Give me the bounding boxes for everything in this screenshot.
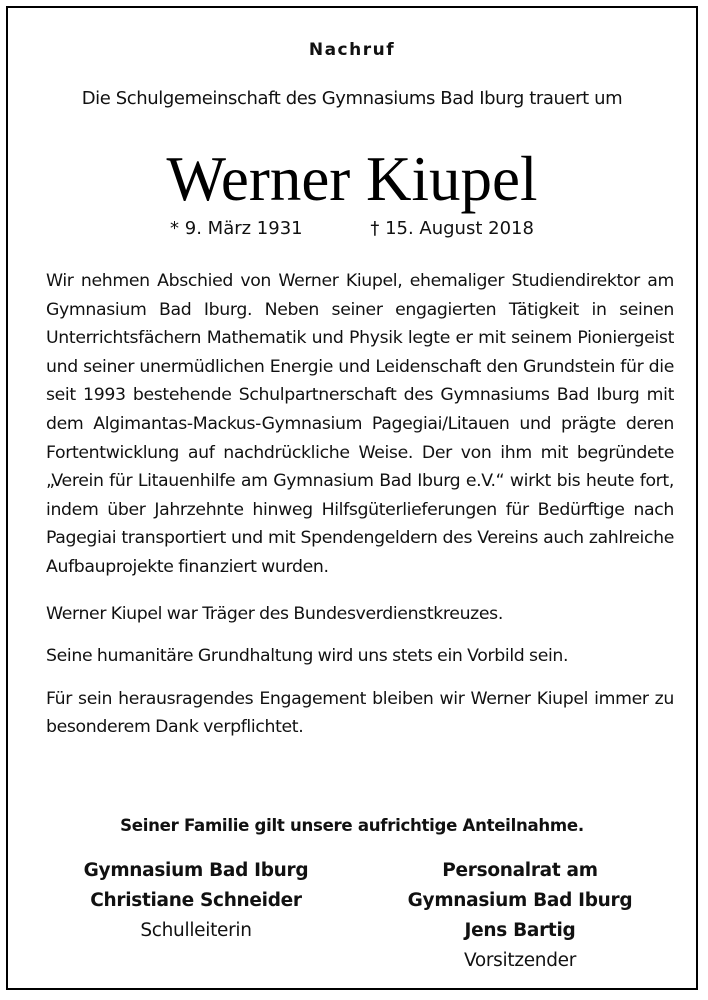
award-paragraph: Werner Kiupel war Träger des Bundesverdienstkreuzes. — [46, 603, 503, 624]
obituary-text — [46, 267, 674, 756]
notice-heading: Nachruf — [308, 40, 396, 60]
gratitude-paragraph: Für sein herausragendes Engagement bleiben wir Werner Kiupel immer zu besonderem Dank verpflichtet. — [46, 688, 674, 738]
life-dates — [8, 218, 696, 239]
signature-role: Schulleiterin — [140, 920, 252, 941]
obituary-notice — [6, 6, 698, 990]
signature-org-line2: Gymnasium Bad Iburg — [407, 890, 633, 911]
deceased-name: Werner Kiupel — [166, 144, 538, 214]
signature-person: Christiane Schneider — [90, 890, 302, 911]
intro-line: Die Schulgemeinschaft des Gymnasiums Bad Iburg trauert um — [81, 88, 623, 109]
death-date: † 15. August 2018 — [370, 218, 534, 239]
condolence-line: Seiner Familie gilt unsere aufrichtige Anteilnahme. — [120, 816, 584, 835]
signature-org-line1: Personalrat am — [442, 860, 598, 881]
main-paragraph: Wir nehmen Abschied von Werner Kiupel, ehemaliger Studiendirektor am Gymnasium Bad Iburg. Neben seiner engagierten Tätigkeit in seinen Unterrichtsfächern Mathematik und Physik legte er mit seinem Pioniergeist und seiner unermüdlichen Energie und Leidenschaft den Grundstein für die seit 1993 bestehende Schulpartnerschaft des Gymnasiums Bad Iburg mit dem Algimantas-Mackus-Gymnasium Pagegiai/Litauen und prägte deren Fortentwicklung auf nachdrückliche Weise. Der von ihm mit begründete „Verein für Litauenhilfe am Gymnasium Bad Iburg e.V.“ wirkt bis heute fort, indem über Jahrzehnte hinweg Hilfsgüterlieferungen für Bedürftige nach Pagegiai transportiert und mit Spendengeldern des Vereins auch zahlreiche Aufbauprojekte finanziert wurden. — [46, 271, 674, 577]
role-model-paragraph: Seine humanitäre Grundhaltung wird uns stets ein Vorbild sein. — [46, 646, 569, 667]
signature-role: Vorsitzender — [463, 950, 577, 971]
signature-org: Gymnasium Bad Iburg — [83, 860, 309, 881]
signature-school — [36, 856, 356, 946]
signature-person: Jens Bartig — [464, 920, 576, 941]
signature-staff-council — [362, 856, 678, 976]
birth-date: * 9. März 1931 — [170, 218, 303, 239]
